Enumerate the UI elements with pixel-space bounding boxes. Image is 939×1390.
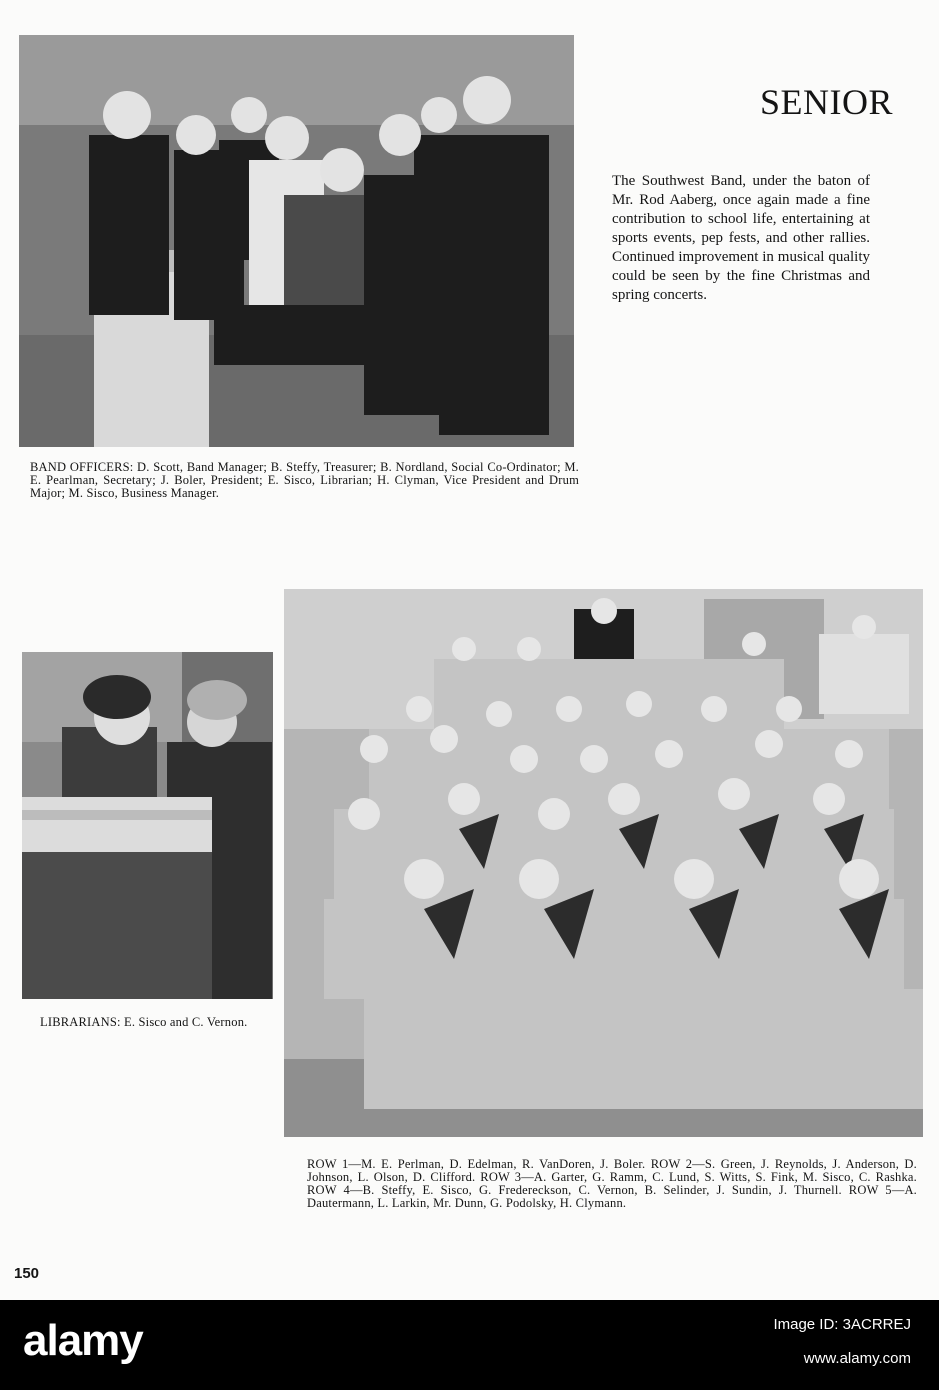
band-officers-photo	[19, 35, 574, 447]
page-heading: SENIOR	[760, 82, 894, 122]
alamy-logo: alamy	[23, 1316, 143, 1365]
source-url: www.alamy.com	[803, 1350, 911, 1367]
image-id: Image ID: 3ACRREJ	[773, 1316, 911, 1333]
page-number: 150	[14, 1265, 40, 1282]
librarians-caption: LIBRARIANS: E. Sisco and C. Vernon.	[40, 1015, 248, 1029]
band-group-caption: ROW 1—M. E. Perlman, D. Edelman, R. VanDoren, J. Boler. ROW 2—S. Green, J. Reynolds, J. Anderson, D. Johnson, L. Olson, D. Clifford. ROW 3—A. Garter, G. Ramm, C. Lund, S. Witts, S. Fink, M. Sisco, C. Rashka. ROW 4—B. Steffy, E. Sisco, G. Fredereckson, C. Vernon, B. Selinder, J. Sundin, J. Thurnell. ROW 5—A. Dautermann, L. Larkin, Mr. Dunn, G. Podolsky, H. Clymann.	[307, 1157, 917, 1210]
intro-paragraph: The Southwest Band, under the baton of Mr. Rod Aaberg, once again made a fine contribution to school life, entertaining at sports events, pep fests, and other rallies. Continued improvement in musical quality could be seen by the fine Christmas and spring concerts.	[612, 173, 870, 303]
band-group-photo	[284, 589, 923, 1137]
band-officers-caption: BAND OFFICERS: D. Scott, Band Manager; B. Steffy, Treasurer; B. Nordland, Social Co-Ordinator; M. E. Pearlman, Secretary; J. Boler, President; E. Sisco, Librarian; H. Clyman, Vice President and Drum Major; M. Sisco, Business Manager.	[30, 460, 579, 500]
librarians-photo	[22, 652, 273, 999]
